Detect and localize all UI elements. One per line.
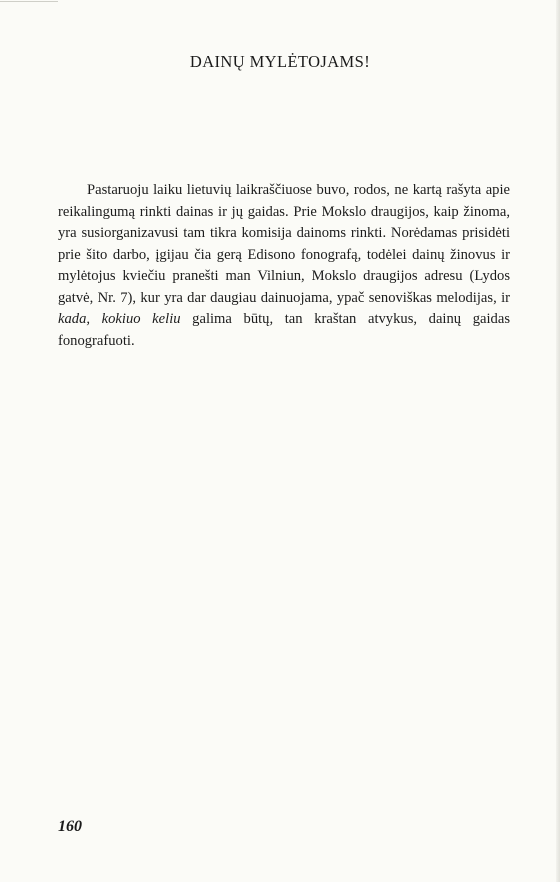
paragraph-text-start: Pastaruoju laiku lietuvių laikraščiuose buvo, rodos, ne kartą rašyta apie reikalingumą rinkti dainas ir jų gaidas. Prie Mokslo draugijos, kaip žinoma, yra susiorganizavusi tam tikra komisija dainoms rinkti. Norėdamas prisidėti prie šito darbo, įgijau čia gerą Edisono fonografą, todėlei dainų žinovus ir mylėtojus kviečiu pranešti man Vilniun, Mokslo draugijos adresu (Lydos gatvė, Nr. 7), kur yra dar daugiau dainuojama, ypač senoviškas melodijas, ir xyxy=(58,182,510,306)
body-paragraph xyxy=(58,180,510,352)
page-number: 160 xyxy=(58,818,82,835)
page-edge-shadow xyxy=(556,0,560,882)
page-title: DAINŲ MYLĖTOJAMS! xyxy=(189,52,371,71)
paragraph-italic-phrase: kada, kokiuo keliu xyxy=(58,311,181,327)
scan-edge-rule xyxy=(0,1,58,2)
paragraph-text-end: galima būtų, tan kraštan atvykus, dainų gaidas fonografuoti. xyxy=(58,311,510,349)
